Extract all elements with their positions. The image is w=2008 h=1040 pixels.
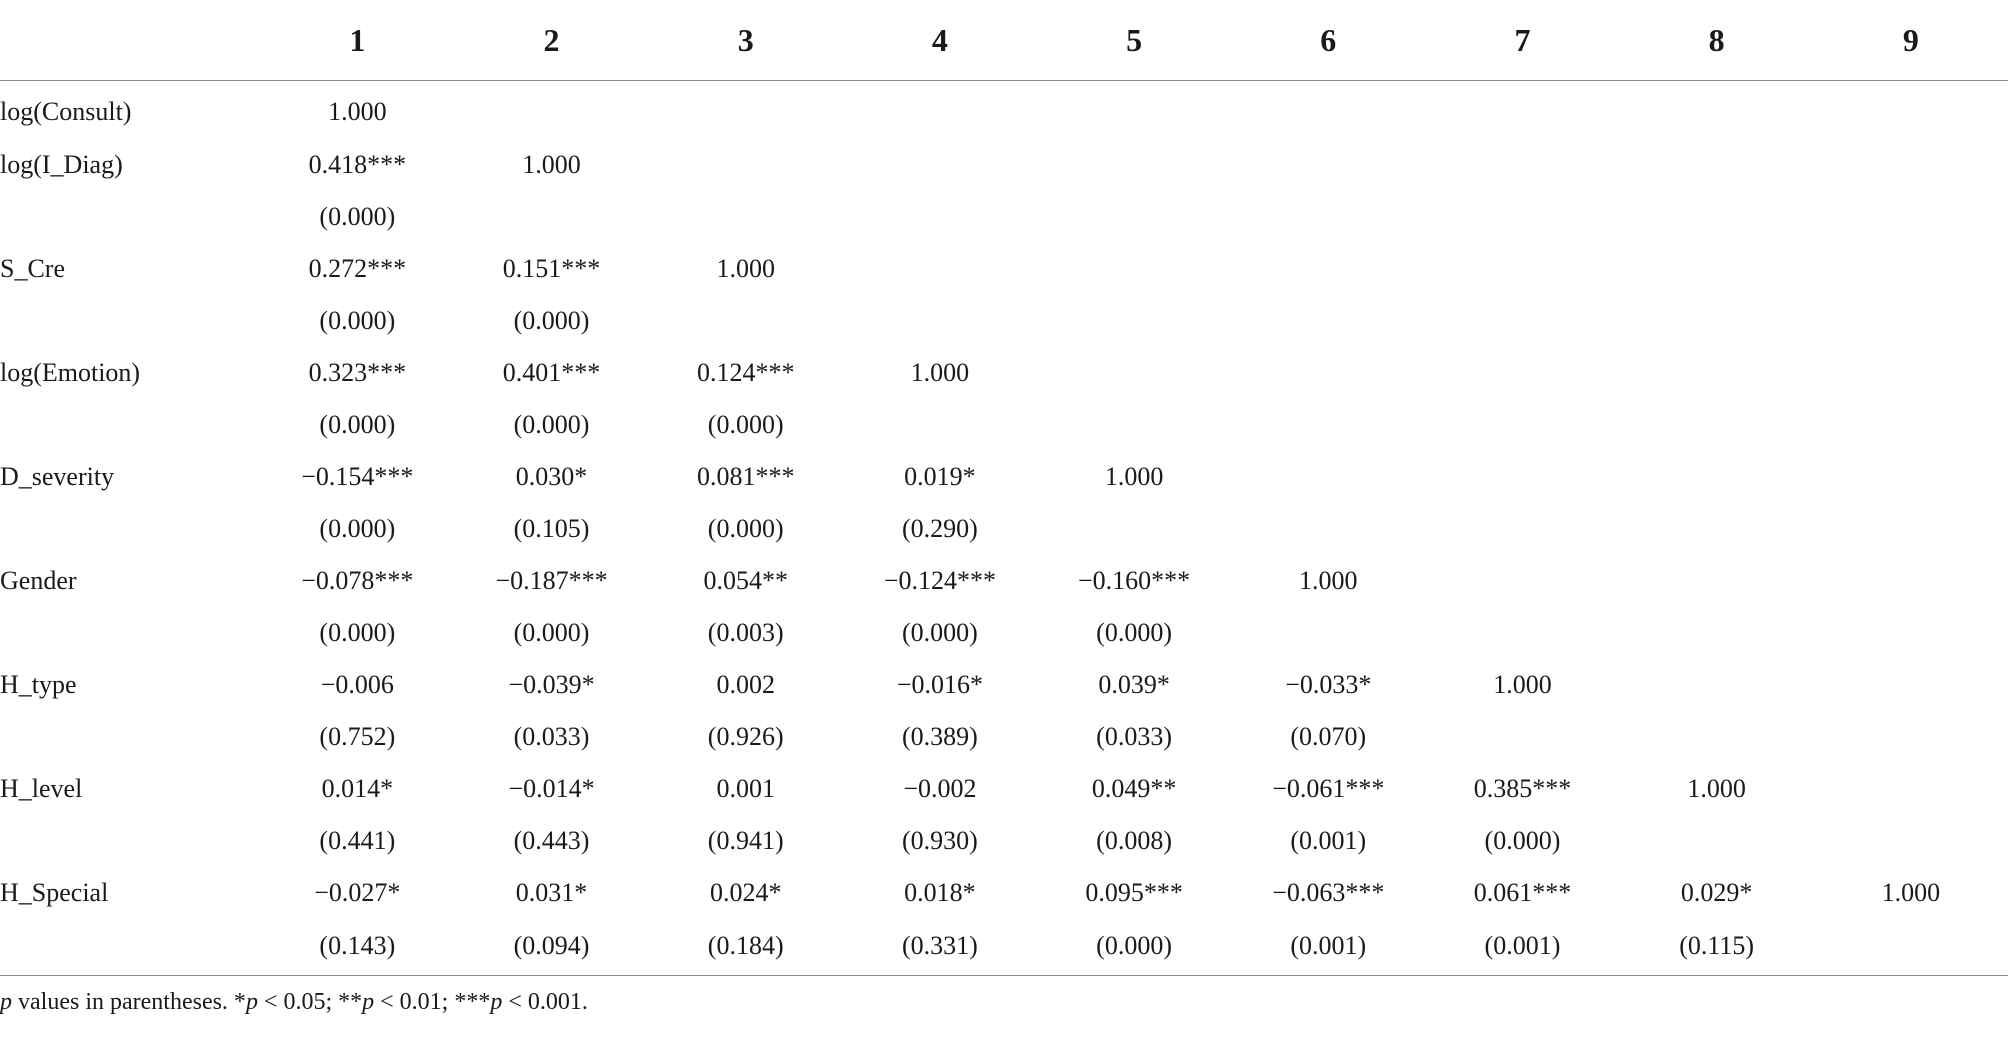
row-label: S_Cre <box>0 254 65 283</box>
coefficient-cell: 0.030* <box>515 462 588 491</box>
p-value-cell: (0.094) <box>513 931 590 960</box>
table-row <box>0 139 2008 191</box>
footnote-p-symbol: p <box>490 988 503 1015</box>
p-value-cell: (0.000) <box>1484 826 1561 855</box>
coefficient-cell <box>1814 399 2008 451</box>
coefficient-cell: 0.024* <box>709 878 782 907</box>
coefficient-cell: −0.154*** <box>301 462 414 491</box>
coefficient-cell <box>1620 243 1814 295</box>
coefficient-cell: 1.000 <box>910 358 970 387</box>
coefficient-cell <box>1620 81 1814 140</box>
coefficient-cell <box>1814 607 2008 659</box>
coefficient-cell <box>1037 503 1231 555</box>
footnote-p-symbol: p <box>245 988 258 1015</box>
table-row <box>0 243 2008 295</box>
coefficient-cell <box>454 81 648 140</box>
p-value-cell: (0.033) <box>513 722 590 751</box>
table-row <box>0 503 2008 555</box>
coefficient-cell <box>1814 451 2008 503</box>
p-value-cell: (0.290) <box>901 514 978 543</box>
coefficient-cell <box>1620 295 1814 347</box>
row-label: H_Special <box>0 878 109 907</box>
coefficient-cell <box>1037 81 1231 140</box>
coefficient-cell: −0.033* <box>1285 670 1372 699</box>
p-value-cell: (0.000) <box>513 306 590 335</box>
coefficient-cell <box>1037 191 1231 243</box>
p-value-cell: (0.941) <box>707 826 784 855</box>
coefficient-cell: −0.006 <box>320 670 394 699</box>
table-row <box>0 451 2008 503</box>
coefficient-cell <box>1425 81 1619 140</box>
table-row <box>0 815 2008 867</box>
row-label <box>0 919 260 976</box>
p-value-cell: (0.184) <box>707 931 784 960</box>
coefficient-cell <box>1814 815 2008 867</box>
coefficient-cell <box>1814 711 2008 763</box>
coefficient-cell: 0.018* <box>904 878 976 907</box>
table-row <box>0 295 2008 347</box>
coefficient-cell: 1.000 <box>522 150 581 179</box>
table-row <box>0 919 2008 976</box>
row-label: log(I_Diag) <box>0 150 123 179</box>
p-value-cell: (0.926) <box>707 722 784 751</box>
p-value-cell: (0.000) <box>901 618 978 647</box>
coefficient-cell: 0.124*** <box>696 358 795 387</box>
coefficient-cell: −0.039* <box>508 670 595 699</box>
p-value-cell: (0.443) <box>513 826 590 855</box>
coefficient-cell <box>1620 451 1814 503</box>
coefficient-cell <box>1037 295 1231 347</box>
footnote-p-symbol: p <box>0 988 12 1015</box>
coefficient-cell <box>1037 243 1231 295</box>
coefficient-cell: 0.418*** <box>308 150 407 179</box>
coefficient-cell <box>1814 659 2008 711</box>
row-label <box>0 191 260 243</box>
coefficient-cell <box>649 191 843 243</box>
coefficient-cell <box>1814 347 2008 399</box>
coefficient-cell: 0.401*** <box>502 358 601 387</box>
table-row <box>0 347 2008 399</box>
column-header-3: 3 <box>649 0 843 81</box>
p-value-cell: (0.000) <box>707 410 784 439</box>
coefficient-cell <box>1620 191 1814 243</box>
table-body <box>0 81 2008 976</box>
coefficient-cell <box>1425 711 1619 763</box>
p-value-cell: (0.930) <box>901 826 978 855</box>
coefficient-cell: −0.063*** <box>1272 878 1385 907</box>
p-value-cell: (0.001) <box>1484 931 1561 960</box>
coefficient-cell: −0.187*** <box>495 566 608 595</box>
coefficient-cell: −0.016* <box>896 670 983 699</box>
table-footnote <box>0 976 2008 1029</box>
p-value-cell: (0.000) <box>513 618 590 647</box>
coefficient-cell: 0.019* <box>904 462 976 491</box>
row-label: log(Emotion) <box>0 358 141 387</box>
coefficient-cell <box>1620 607 1814 659</box>
column-header-1: 1 <box>260 0 454 81</box>
coefficient-cell: 1.000 <box>716 254 775 283</box>
table-footer <box>0 976 2008 1029</box>
coefficient-cell <box>454 191 648 243</box>
p-value-cell: (0.000) <box>319 514 396 543</box>
coefficient-cell <box>649 139 843 191</box>
p-value-cell: (0.001) <box>1290 826 1367 855</box>
coefficient-cell <box>1425 607 1619 659</box>
footnote-text: < 0.001. <box>502 988 588 1015</box>
coefficient-cell <box>1231 139 1425 191</box>
coefficient-cell <box>1814 295 2008 347</box>
coefficient-cell: 1.000 <box>1687 774 1746 803</box>
coefficient-cell <box>1231 295 1425 347</box>
p-value-cell: (0.000) <box>1096 931 1172 960</box>
table-row <box>0 763 2008 815</box>
column-header-7: 7 <box>1425 0 1619 81</box>
coefficient-cell <box>843 139 1037 191</box>
coefficient-cell <box>1620 659 1814 711</box>
coefficient-cell: 0.061*** <box>1473 878 1572 907</box>
coefficient-cell: 0.323*** <box>308 358 407 387</box>
coefficient-cell <box>843 191 1037 243</box>
coefficient-cell <box>1814 81 2008 140</box>
p-value-cell: (0.000) <box>513 410 590 439</box>
header-row <box>0 0 2008 81</box>
coefficient-cell <box>1425 399 1619 451</box>
coefficient-cell: −0.078*** <box>301 566 414 595</box>
coefficient-cell <box>1231 503 1425 555</box>
coefficient-cell <box>1620 815 1814 867</box>
coefficient-cell: 0.001 <box>716 774 775 803</box>
coefficient-cell: −0.002 <box>903 774 977 803</box>
coefficient-cell: 1.000 <box>1493 670 1552 699</box>
coefficient-cell: −0.061*** <box>1272 774 1385 803</box>
coefficient-cell <box>1814 191 2008 243</box>
coefficient-cell: 0.002 <box>716 670 775 699</box>
coefficient-cell: 1.000 <box>1104 462 1164 491</box>
coefficient-cell <box>1037 399 1231 451</box>
coefficient-cell <box>1231 243 1425 295</box>
p-value-cell: (0.001) <box>1290 931 1367 960</box>
column-header-2: 2 <box>454 0 648 81</box>
table-row <box>0 555 2008 607</box>
row-label: Gender <box>0 566 77 595</box>
coefficient-cell: 0.272*** <box>308 254 407 283</box>
coefficient-cell: 1.000 <box>328 97 387 126</box>
coefficient-cell: 0.054** <box>703 566 788 595</box>
coefficient-cell: 0.031* <box>515 878 588 907</box>
footnote-text: < 0.05; ** <box>257 988 363 1015</box>
column-header-blank <box>0 0 260 81</box>
row-label <box>0 503 260 555</box>
coefficient-cell <box>1425 555 1619 607</box>
table-row <box>0 81 2008 140</box>
p-value-cell: (0.000) <box>1096 618 1172 647</box>
coefficient-cell <box>1231 347 1425 399</box>
coefficient-cell <box>1814 763 2008 815</box>
p-value-cell: (0.000) <box>319 202 396 231</box>
row-label: D_severity <box>0 462 115 491</box>
p-value-cell: (0.033) <box>1096 722 1172 751</box>
coefficient-cell <box>1620 555 1814 607</box>
p-value-cell: (0.003) <box>707 618 784 647</box>
coefficient-cell <box>1814 555 2008 607</box>
table-row <box>0 659 2008 711</box>
coefficient-cell: 0.151*** <box>502 254 601 283</box>
coefficient-cell <box>1620 347 1814 399</box>
coefficient-cell: 0.029* <box>1680 878 1753 907</box>
footnote-text: values in parentheses. * <box>12 988 246 1015</box>
coefficient-cell <box>1814 919 2008 976</box>
p-value-cell: (0.008) <box>1096 826 1172 855</box>
coefficient-cell <box>649 81 843 140</box>
coefficient-cell <box>1231 607 1425 659</box>
coefficient-cell <box>1231 191 1425 243</box>
coefficient-cell <box>1425 347 1619 399</box>
coefficient-cell: 1.000 <box>1881 878 1941 907</box>
coefficient-cell: −0.160*** <box>1078 566 1191 595</box>
coefficient-cell: 1.000 <box>1299 566 1358 595</box>
coefficient-cell <box>1425 295 1619 347</box>
p-value-cell: (0.143) <box>319 931 396 960</box>
row-label <box>0 815 260 867</box>
table-header <box>0 0 2008 81</box>
coefficient-cell <box>1425 191 1619 243</box>
coefficient-cell: −0.027* <box>314 878 401 907</box>
coefficient-cell <box>1425 503 1619 555</box>
coefficient-cell <box>1620 503 1814 555</box>
p-value-cell: (0.331) <box>901 931 978 960</box>
footnote-p-symbol: p <box>362 988 375 1015</box>
row-label: log(Consult) <box>0 97 132 126</box>
table-row <box>0 711 2008 763</box>
coefficient-cell <box>1425 139 1619 191</box>
coefficient-cell <box>1037 139 1231 191</box>
p-value-cell: (0.105) <box>513 514 590 543</box>
coefficient-cell <box>1814 139 2008 191</box>
coefficient-cell <box>1037 347 1231 399</box>
coefficient-cell <box>843 81 1037 140</box>
column-header-5: 5 <box>1037 0 1231 81</box>
table-row <box>0 399 2008 451</box>
p-value-cell: (0.000) <box>707 514 784 543</box>
p-value-cell: (0.389) <box>901 722 978 751</box>
coefficient-cell <box>843 295 1037 347</box>
coefficient-cell <box>1620 139 1814 191</box>
column-header-8: 8 <box>1620 0 1814 81</box>
coefficient-cell <box>1620 711 1814 763</box>
row-label: H_level <box>0 774 83 803</box>
p-value-cell: (0.000) <box>319 618 396 647</box>
column-header-4: 4 <box>843 0 1037 81</box>
coefficient-cell: 0.385*** <box>1473 774 1572 803</box>
p-value-cell: (0.000) <box>319 410 396 439</box>
table-row <box>0 607 2008 659</box>
coefficient-cell: 0.049** <box>1091 774 1177 803</box>
p-value-cell: (0.752) <box>319 722 396 751</box>
coefficient-cell <box>649 295 843 347</box>
coefficient-cell <box>1231 81 1425 140</box>
column-header-9: 9 <box>1814 0 2008 81</box>
column-header-6: 6 <box>1231 0 1425 81</box>
coefficient-cell <box>1425 451 1619 503</box>
coefficient-cell: −0.124*** <box>883 566 996 595</box>
coefficient-cell <box>1814 503 2008 555</box>
coefficient-cell: 0.014* <box>321 774 394 803</box>
table-row <box>0 867 2008 919</box>
row-label <box>0 711 260 763</box>
coefficient-cell: 0.039* <box>1098 670 1170 699</box>
coefficient-cell: 0.095*** <box>1085 878 1183 907</box>
p-value-cell: (0.000) <box>319 306 396 335</box>
row-label <box>0 295 260 347</box>
p-value-cell: (0.070) <box>1290 722 1367 751</box>
footnote-text: < 0.01; *** <box>374 988 491 1015</box>
p-value-cell: (0.441) <box>319 826 396 855</box>
table-row <box>0 191 2008 243</box>
coefficient-cell <box>843 399 1037 451</box>
row-label <box>0 607 260 659</box>
coefficient-cell <box>843 243 1037 295</box>
coefficient-cell: −0.014* <box>508 774 595 803</box>
coefficient-cell <box>1425 243 1619 295</box>
coefficient-cell <box>1814 243 2008 295</box>
p-value-cell: (0.115) <box>1679 931 1755 960</box>
row-label <box>0 399 260 451</box>
coefficient-cell <box>1231 399 1425 451</box>
coefficient-cell: 0.081*** <box>696 462 795 491</box>
coefficient-cell <box>1620 399 1814 451</box>
row-label: H_type <box>0 670 77 699</box>
coefficient-cell <box>1231 451 1425 503</box>
